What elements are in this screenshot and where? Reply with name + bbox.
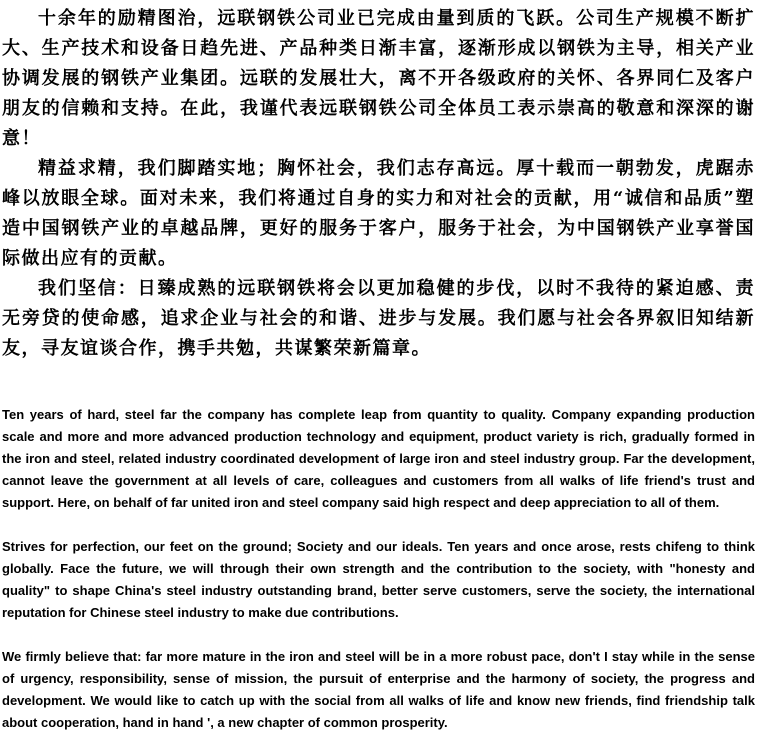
- english-paragraph-2: Strives for perfection, our feet on the ground; Society and our ideals. Ten years and once arose, rests chifeng to think globally. Face the future, we will through their own strength and the contribution to the society, with "honesty and quality" to shape China's steel industry outstanding brand, better serve customers, serve the society, the international reputation for Chinese steel industry to make due contributions.: [2, 539, 755, 620]
- chinese-paragraph-2: 精益求精，我们脚踏实地；胸怀社会，我们志存高远。厚十载而一朝勃发，虎踞赤峰以放眼全球。面对未来，我们将通过自身的实力和对社会的贡献，用“诚信和品质”塑造中国钢铁产业的卓越品牌，更好的服务于客户，服务于社会，为中国钢铁产业享誉国际做出应有的贡献。: [2, 158, 755, 269]
- english-translation-section: [2, 404, 755, 734]
- english-paragraph-1: Ten years of hard, steel far the company has complete leap from quantity to quality. Company expanding production scale and more and more advanced production technology and equipment, product variety is rich, gradually formed in the iron and steel, related industry coordinated development of large iron and steel industry group. Far the development, cannot leave the government at all levels of care, colleagues and customers from all walks of life friend's trust and support. Here, on behalf of far united iron and steel company said high respect and deep appreciation to all of them.: [2, 407, 755, 510]
- chinese-paragraph-3: 我们坚信：日臻成熟的远联钢铁将会以更加稳健的步伐，以时不我待的紧迫感、责无旁贷的使命感，追求企业与社会的和谐、进步与发展。我们愿与社会各界叙旧知结新友，寻友谊谈合作，携手共勉，共谋繁荣新篇章。: [2, 278, 755, 359]
- chinese-paragraph-1: 十余年的励精图治，远联钢铁公司业已完成由量到质的飞跃。公司生产规模不断扩大、生产技术和设备日趋先进、产品种类日渐丰富，逐渐形成以钢铁为主导，相关产业协调发展的钢铁产业集团。远联的发展壮大，离不开各级政府的关怀、各界同仁及客户朋友的信赖和支持。在此，我谨代表远联钢铁公司全体员工表示崇高的敬意和深深的谢意！: [2, 8, 755, 149]
- chinese-text-section: [2, 4, 755, 364]
- english-paragraph-3: We firmly believe that: far more mature in the iron and steel will be in a more robust pace, don't I stay while in the sense of urgency, responsibility, sense of mission, the pursuit of enterprise and the harmony of society, the progress and development. We would like to catch up with the social from all walks of life and know new friends, find friendship talk about cooperation, hand in hand ', a new chapter of common prosperity.: [2, 649, 755, 730]
